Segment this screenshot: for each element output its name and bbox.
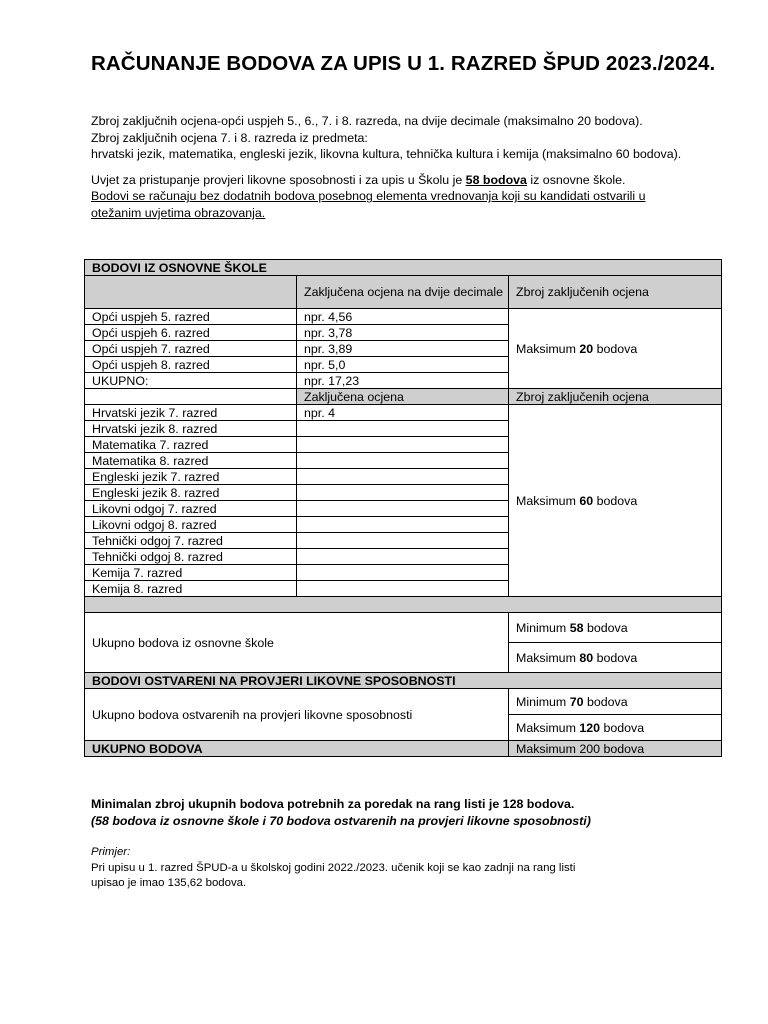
col-header-grade: Zaključena ocjena — [297, 389, 509, 405]
general-row-label: Opći uspjeh 6. razred — [85, 325, 297, 341]
intro-text — [91, 113, 691, 222]
min-58-cell: Minimum 58 bodova — [509, 613, 722, 643]
example-label: Primjer: — [91, 846, 131, 858]
max-80-cell: Maksimum 80 bodova — [509, 643, 722, 673]
max-60-cell: Maksimum 60 bodova — [509, 405, 722, 597]
intro-condition-note: Bodovi se računaju bez dodatnih bodova posebnog elementa vrednovanja koji su kandidati ostvarili u otežanim uvjetima obrazovanja. — [91, 189, 646, 220]
subject-row-value — [297, 453, 509, 469]
max-20-cell: Maksimum 20 bodova — [509, 309, 722, 389]
subject-row-label: Engleski jezik 7. razred — [85, 469, 297, 485]
subject-row-value — [297, 549, 509, 565]
grand-total-value: Maksimum 200 bodova — [509, 741, 722, 757]
general-row-value: npr. 17,23 — [297, 373, 509, 389]
subject-row-label: Hrvatski jezik 8. razred — [85, 421, 297, 437]
col-header-grade-2dec: Zaključena ocjena na dvije decimale — [297, 276, 509, 309]
subject-row-label: Likovni odgoj 7. razred — [85, 501, 297, 517]
subject-row-value — [297, 437, 509, 453]
subject-row-value — [297, 501, 509, 517]
subject-row-value — [297, 485, 509, 501]
col-header-sum-2: Zbroj zaključenih ocjena — [509, 389, 722, 405]
subject-row-label: Tehnički odgoj 8. razred — [85, 549, 297, 565]
minimum-points-note — [91, 796, 731, 830]
subject-row-value — [297, 565, 509, 581]
intro-line-subjects-heading: Zbroj zaključnih ocjena 7. i 8. razreda iz predmeta: — [91, 130, 368, 145]
general-row-label: UKUPNO: — [85, 373, 297, 389]
minimum-points-line: Minimalan zbroj ukupnih bodova potrebnih za poredak na rang listi je 128 bodova. — [91, 797, 575, 811]
example-text: Pri upisu u 1. razred ŠPUD-a u školskoj godini 2022./2023. učenik koji se kao zadnji na rang listi upisao je imao 135,62 bodova. — [91, 861, 576, 889]
subject-row-label: Tehnički odgoj 7. razred — [85, 533, 297, 549]
empty-header-cell — [85, 276, 297, 309]
subject-row-label: Matematika 8. razred — [85, 453, 297, 469]
subject-row-label: Engleski jezik 8. razred — [85, 485, 297, 501]
total-school-label: Ukupno bodova iz osnovne škole — [85, 613, 509, 673]
minimum-points-breakdown: (58 bodova iz osnovne škole i 70 bodova ostvarenih na provjeri likovne sposobnosti) — [91, 814, 591, 828]
general-row-value: npr. 4,56 — [297, 309, 509, 325]
empty-cell — [85, 389, 297, 405]
separator-row — [85, 597, 722, 613]
min-70-cell: Minimum 70 bodova — [509, 689, 722, 715]
grand-total-label: UKUPNO BODOVA — [85, 741, 509, 757]
section-art-header: BODOVI OSTVARENI NA PROVJERI LIKOVNE SPOSOBNOSTI — [85, 673, 722, 689]
subject-row-label: Hrvatski jezik 7. razred — [85, 405, 297, 421]
page-title: RAČUNANJE BODOVA ZA UPIS U 1. RAZRED ŠPUD 2023./2024. — [91, 52, 716, 75]
subject-row-label: Likovni odgoj 8. razred — [85, 517, 297, 533]
subject-row-value — [297, 421, 509, 437]
points-table — [84, 259, 722, 757]
intro-condition — [91, 172, 691, 189]
subject-row-value — [297, 469, 509, 485]
general-row-label: Opći uspjeh 8. razred — [85, 357, 297, 373]
general-row-label: Opći uspjeh 5. razred — [85, 309, 297, 325]
intro-line-general: Zbroj zaključnih ocjena-opći uspjeh 5., 6., 7. i 8. razreda, na dvije decimale (maksimalno 20 bodova). — [91, 114, 643, 128]
condition-text-end: iz osnovne škole. — [526, 172, 626, 187]
general-row-value: npr. 5,0 — [297, 357, 509, 373]
condition-points: 58 bodova — [465, 172, 527, 187]
section-school-header: BODOVI IZ OSNOVNE ŠKOLE — [85, 260, 722, 276]
condition-text: Uvjet za pristupanje provjeri likovne sposobnosti i za upis u Školu je — [91, 172, 466, 187]
max-120-cell: Maksimum 120 bodova — [509, 715, 722, 741]
general-row-value: npr. 3,89 — [297, 341, 509, 357]
intro-line-subjects: hrvatski jezik, matematika, engleski jezik, likovna kultura, tehnička kultura i kemija (maksimalno 60 bodova). — [91, 147, 682, 162]
example-block — [91, 845, 611, 892]
total-art-label: Ukupno bodova ostvarenih na provjeri likovne sposobnosti — [85, 689, 509, 741]
subject-row-value: npr. 4 — [297, 405, 509, 421]
general-row-value: npr. 3,78 — [297, 325, 509, 341]
general-row-label: Opći uspjeh 7. razred — [85, 341, 297, 357]
subject-row-label: Kemija 7. razred — [85, 565, 297, 581]
col-header-sum: Zbroj zaključenih ocjena — [509, 276, 722, 309]
subject-row-label: Matematika 7. razred — [85, 437, 297, 453]
subject-row-label: Kemija 8. razred — [85, 581, 297, 597]
subject-row-value — [297, 517, 509, 533]
subject-row-value — [297, 581, 509, 597]
subject-row-value — [297, 533, 509, 549]
